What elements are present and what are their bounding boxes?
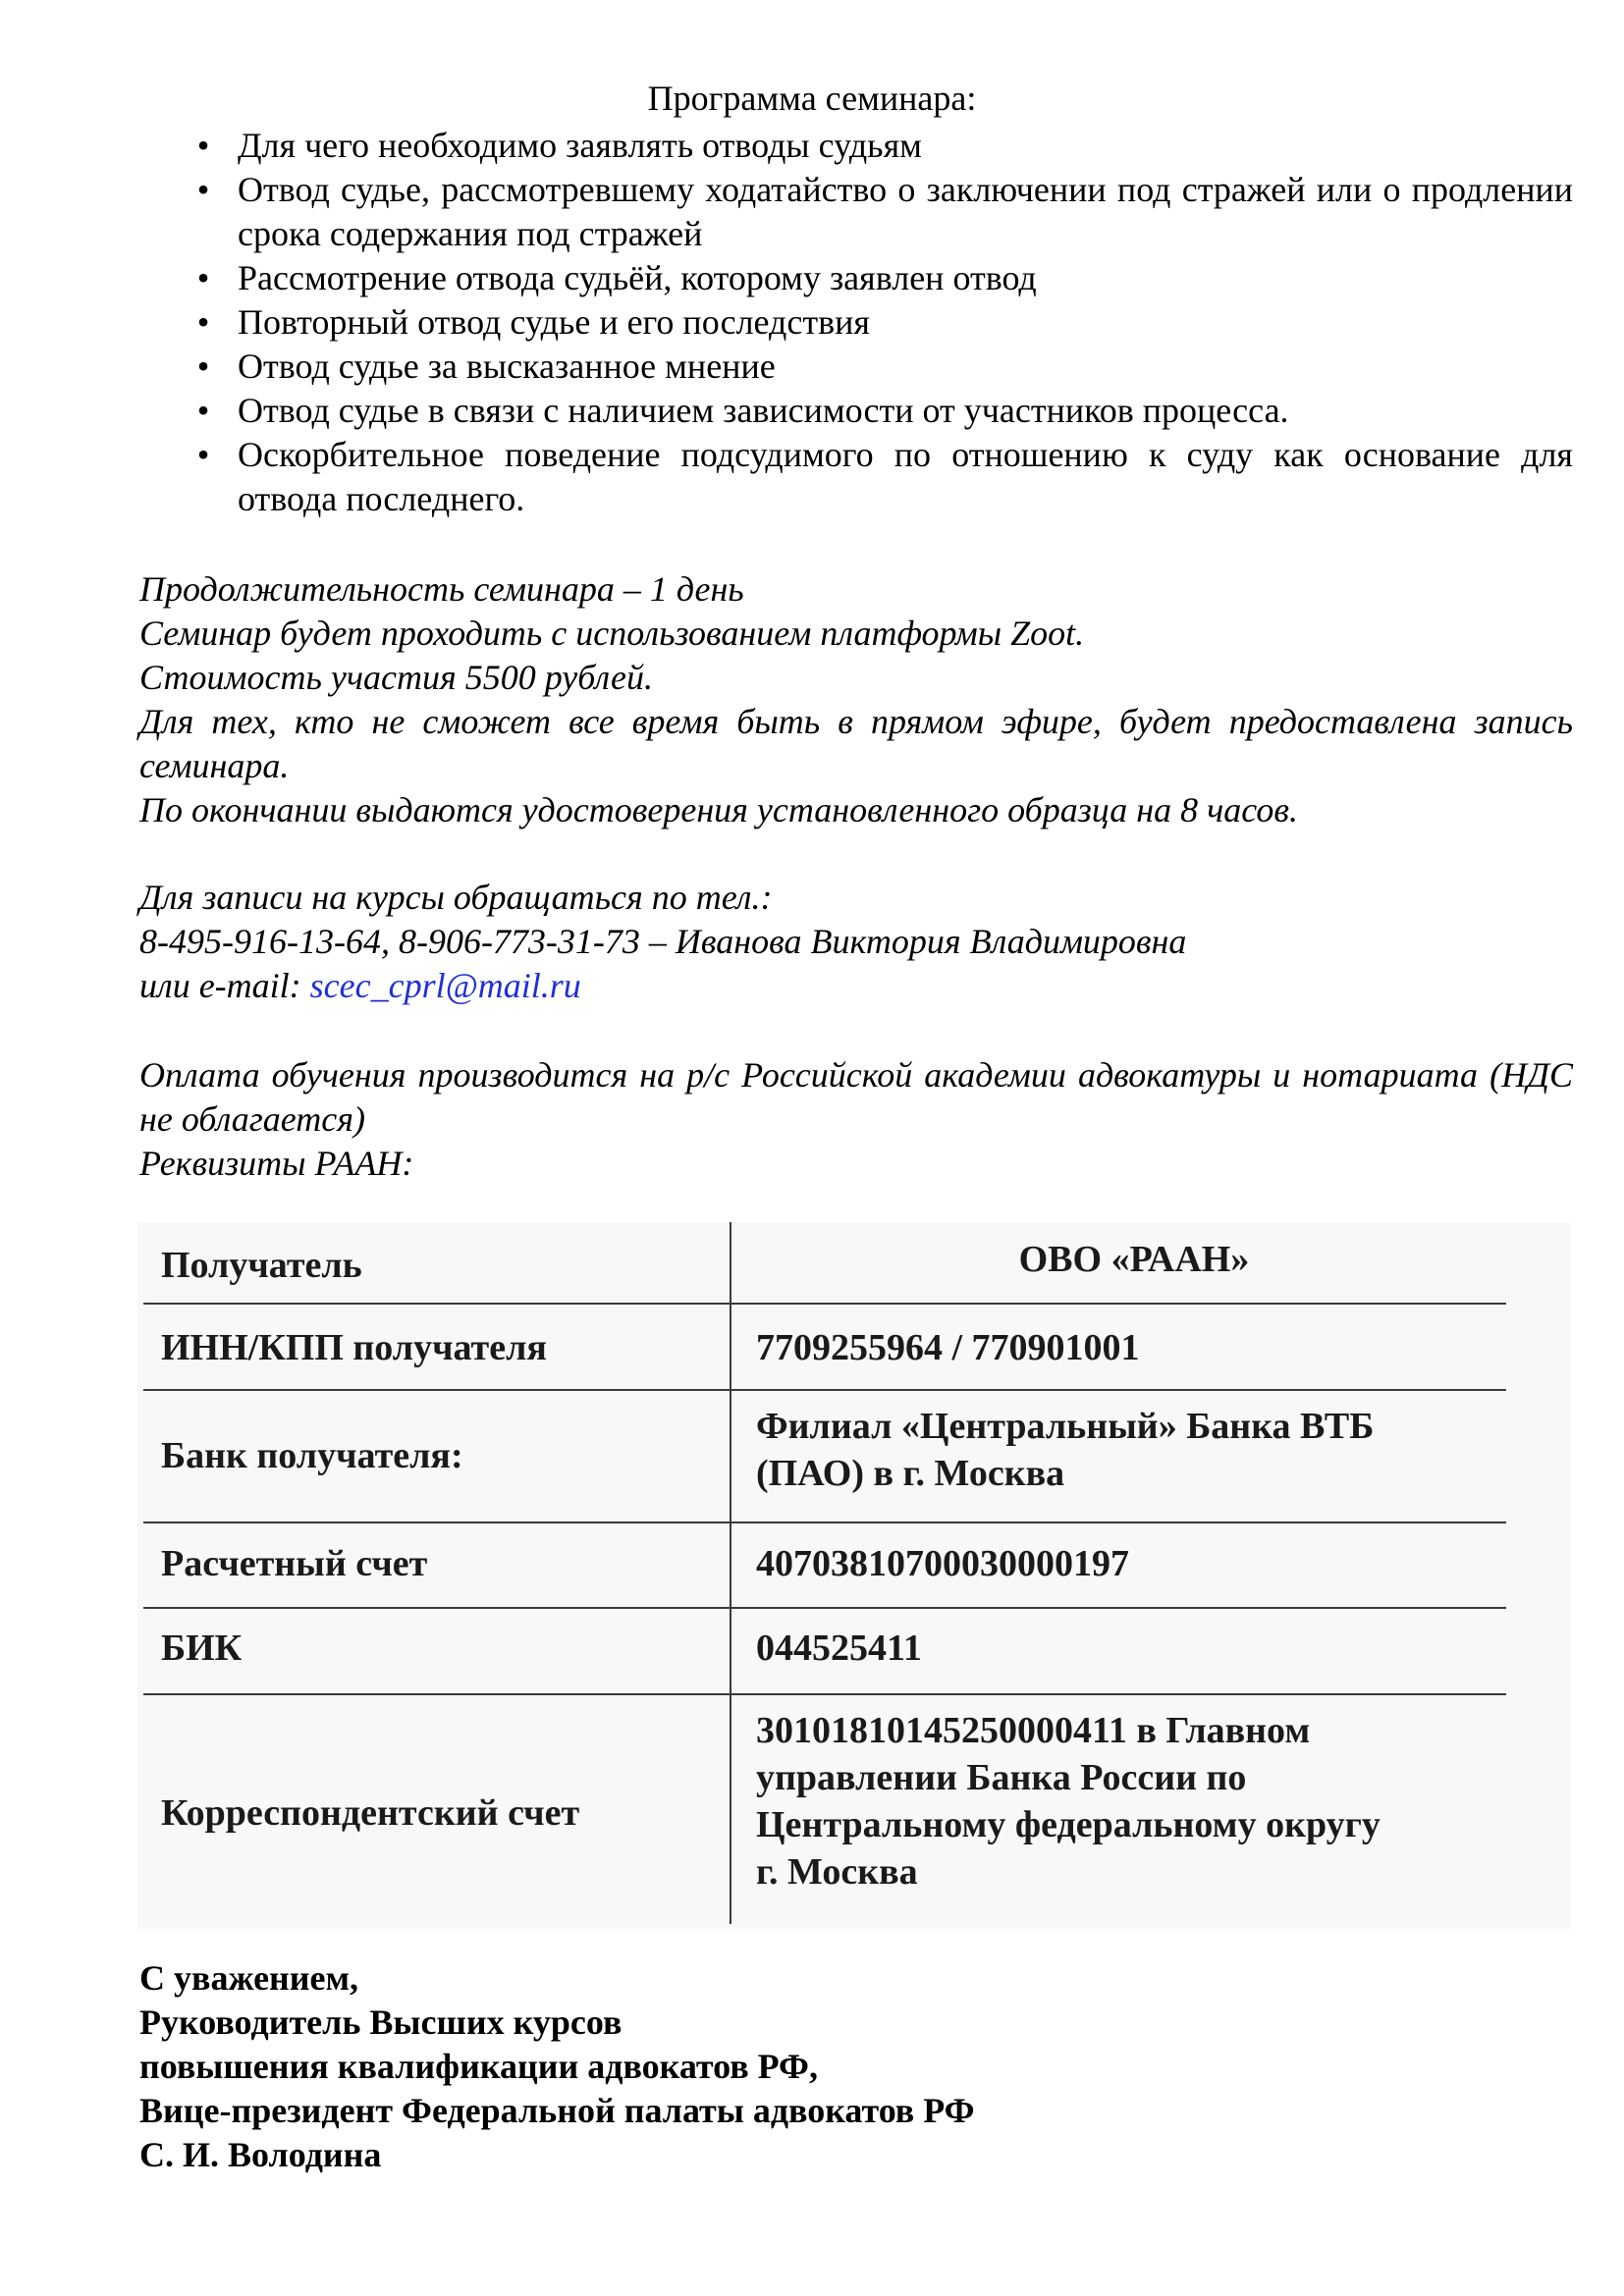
bullet-icon: • xyxy=(196,170,210,209)
program-list xyxy=(139,124,1573,521)
cost-text: Стоимость участия 5500 рублей. xyxy=(139,658,654,697)
signature-title-2: повышения квалификации адвокатов РФ, xyxy=(139,2047,818,2086)
list-item: • Отвод судье, рассмотревшему ходатайство о заключении под стражей или о продлении срока содержания под стражей xyxy=(139,168,1573,256)
recording-text: Для тех, кто не сможет все время быть в прямом эфире, будет предоставлена запись семинара. xyxy=(139,702,1573,785)
bullet-icon: • xyxy=(196,302,210,342)
bank-requisites-table xyxy=(137,1222,1571,1929)
account-label: Расчетный счет xyxy=(161,1543,428,1584)
contacts-email-line xyxy=(139,964,1573,1008)
corr-account-label: Корреспондентский счет xyxy=(161,1792,580,1834)
list-item: • Отвод судье в связи с наличием зависимости от участников процесса. xyxy=(139,389,1573,433)
duration-text: Продолжительность семинара – 1 день xyxy=(139,569,744,609)
bullet-icon: • xyxy=(196,435,210,474)
email-link[interactable]: scec_cprl@mail.ru xyxy=(309,966,581,1005)
bank-value: Филиал «Центральный» Банка ВТБ (ПАО) в г. Москва xyxy=(756,1406,1375,1494)
signature-greeting: С уважением, xyxy=(139,1958,359,1998)
table-divider xyxy=(143,1522,1506,1523)
bank-label: Банк получателя: xyxy=(161,1435,463,1476)
requisites-label: Реквизиты РААН: xyxy=(139,1144,414,1183)
bullet-icon: • xyxy=(196,258,210,297)
account-value: 40703810700030000197 xyxy=(756,1543,1129,1584)
table-divider xyxy=(143,1303,1506,1305)
list-item: • Для чего необходимо заявлять отводы судьям xyxy=(139,124,1573,168)
table-divider xyxy=(143,1389,1506,1391)
list-item: • Рассмотрение отвода судьёй, которому заявлен отвод xyxy=(139,256,1573,300)
inn-label: ИНН/КПП получателя xyxy=(161,1327,547,1368)
recipient-label: Получатель xyxy=(161,1245,362,1286)
bik-label: БИК xyxy=(161,1628,243,1669)
payment-text: Оплата обучения производится на р/с Российской академии адвокатуры и нотариата (НДС не облагается) xyxy=(139,1055,1573,1139)
list-item: • Оскорбительное поведение подсудимого по отношению к суду как основание для отвода последнего. xyxy=(139,433,1573,521)
bik-value: 044525411 xyxy=(756,1628,922,1669)
payment-block xyxy=(139,1053,1573,1186)
certificate-text: По окончании выдаются удостоверения установленного образца на 8 часов. xyxy=(139,790,1298,829)
signature-title-3: Вице-президент Федеральной палаты адвокатов РФ xyxy=(139,2091,975,2130)
table-divider xyxy=(143,1693,1506,1695)
contacts-block xyxy=(139,876,1573,1008)
table-divider-vertical xyxy=(730,1222,731,1924)
list-item: • Повторный отвод судье и его последствия xyxy=(139,300,1573,345)
bullet-icon: • xyxy=(196,126,210,165)
seminar-details xyxy=(139,567,1573,832)
email-prefix: или e-mail: xyxy=(139,966,310,1005)
contacts-intro: Для записи на курсы обращаться по тел.: xyxy=(139,878,773,917)
bullet-icon: • xyxy=(196,391,210,430)
recipient-value: ОВО «РААН» xyxy=(1018,1239,1250,1280)
signature-title-1: Руководитель Высших курсов xyxy=(139,2002,623,2042)
signature-name: С. И. Володина xyxy=(139,2135,382,2174)
list-item: • Отвод судье за высказанное мнение xyxy=(139,345,1573,389)
corr-account-value: 30101810145250000411 в Главном управлении Банка России по Центральному федеральному округу г. Москва xyxy=(756,1710,1380,1893)
platform-text: Семинар будет проходить с использованием платформы Zoot. xyxy=(139,614,1085,653)
bullet-icon: • xyxy=(196,347,210,386)
program-title: Программа семинара: xyxy=(647,79,977,118)
inn-value: 7709255964 / 770901001 xyxy=(756,1327,1140,1368)
contacts-phones: 8-495-916-13-64, 8-906-773-31-73 – Иванова Виктория Владимировна xyxy=(139,922,1187,961)
signature-block xyxy=(139,1956,1416,2177)
table-divider xyxy=(143,1607,1506,1609)
